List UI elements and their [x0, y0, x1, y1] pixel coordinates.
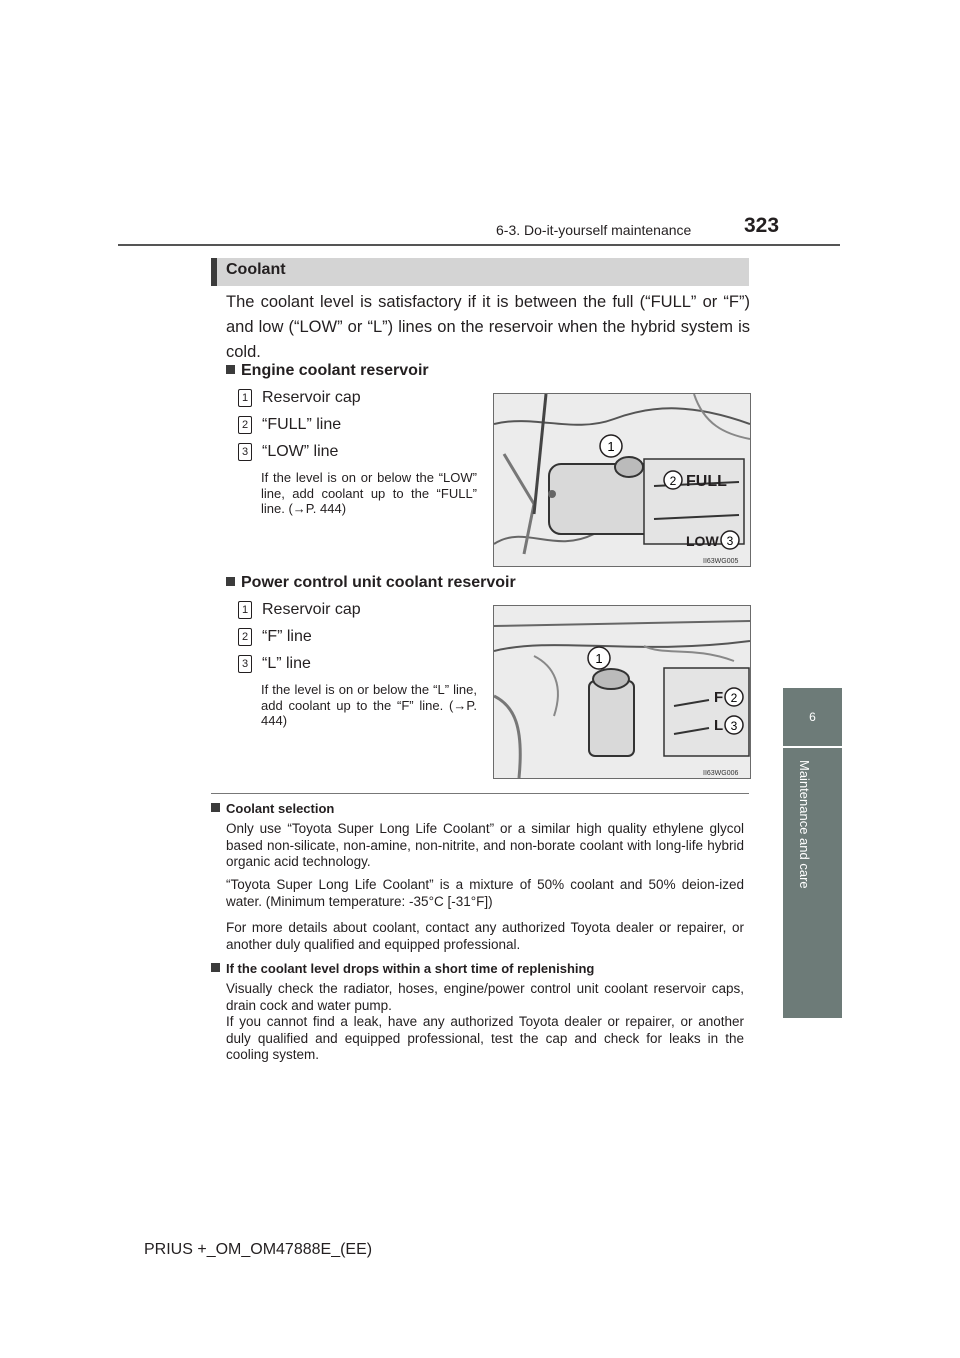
pcu-item-label: “L” line — [262, 655, 311, 672]
pcu-item-2 — [238, 628, 312, 646]
engine-reservoir-illustration — [494, 394, 750, 566]
page-number: 323 — [744, 214, 780, 237]
engine-item-2 — [238, 416, 341, 434]
document-footer: PRIUS +_OM_OM47888E_(EE) — [144, 1241, 373, 1258]
figure-code: II63WG005 — [703, 558, 739, 565]
level-drops-para-1: Visually check the radiator, hoses, engine/power control unit coolant reservoir caps, drain cock and water pump. — [226, 981, 744, 1013]
coolant-selection-para-1: Only use “Toyota Super Long Life Coolant” or a similar high quality ethylene glycol based non-silicate, non-amine, non-nitrite, and non-borate coolant with long-life hybrid organic acid technology. — [226, 821, 744, 869]
coolant-selection-para-3: For more details about coolant, contact any authorized Toyota dealer or repairer, or another duly qualified and equipped professional. — [226, 920, 744, 952]
section-title: Coolant — [226, 261, 286, 278]
callout-number: 3 — [238, 443, 252, 461]
engine-item-3 — [238, 443, 338, 461]
square-bullet-icon — [211, 963, 220, 972]
pcu-item-label: “F” line — [262, 628, 312, 645]
square-bullet-icon — [226, 365, 235, 374]
figure-callout-2: 2 — [730, 691, 738, 705]
chapter-tab-number: 6 — [783, 688, 842, 746]
engine-item-label: “FULL” line — [262, 416, 342, 433]
pcu-reservoir-heading — [226, 574, 516, 592]
figure-code: II63WG006 — [703, 770, 739, 777]
level-drops-heading-text: If the coolant level drops within a short time of replenishing — [226, 961, 595, 976]
level-drops-para-2: If you cannot find a leak, have any authorized Toyota dealer or repairer, or another duly qualified and equipped professional, test the cap and check for leaks in the cooling system. — [226, 1014, 744, 1062]
square-bullet-icon — [211, 803, 220, 812]
engine-reservoir-figure — [493, 393, 751, 567]
engine-reservoir-heading-text: Engine coolant reservoir — [241, 362, 429, 379]
callout-number: 3 — [238, 655, 252, 673]
pcu-reservoir-figure — [493, 605, 751, 779]
figure-callout-3: 3 — [730, 719, 738, 733]
section-title-bar — [211, 258, 749, 286]
full-mark-text: FULL — [686, 473, 727, 490]
figure-callout-2: 2 — [669, 474, 677, 488]
intro-paragraph: The coolant level is satisfactory if it is between the full (“FULL” or “F”) and low (“LOW” or “L”) lines on the reservoir when the hybrid system is cold. — [226, 293, 750, 361]
pcu-item-label: Reservoir cap — [262, 601, 361, 618]
low-mark-text: LOW — [686, 533, 719, 549]
engine-item-label: “LOW” line — [262, 443, 339, 460]
notes-divider — [211, 793, 749, 794]
level-drops-heading — [211, 961, 594, 976]
header-divider — [118, 244, 840, 246]
f-mark-text: F — [714, 689, 724, 706]
pcu-reservoir-heading-text: Power control unit coolant reservoir — [241, 574, 516, 591]
coolant-selection-para-2: “Toyota Super Long Life Coolant” is a mixture of 50% coolant and 50% deion-ized water. (Minimum temperature: -35°C [-31°F]) — [226, 877, 744, 909]
engine-item-label: Reservoir cap — [262, 389, 361, 406]
coolant-selection-heading-text: Coolant selection — [226, 801, 335, 816]
pcu-note: If the level is on or below the “L” line, add coolant up to the “F” line. (→P. 444) — [261, 682, 477, 728]
callout-number: 1 — [238, 389, 252, 407]
coolant-selection-heading — [211, 801, 334, 816]
engine-note: If the level is on or below the “LOW” line, add coolant up to the “FULL” line. (→P. 444) — [261, 470, 477, 516]
section-header: 6-3. Do-it-yourself maintenance — [496, 222, 692, 238]
figure-callout-1: 1 — [607, 439, 615, 454]
section-title-accent — [211, 258, 217, 286]
pcu-reservoir-illustration — [494, 606, 750, 778]
square-bullet-icon — [226, 577, 235, 586]
callout-number: 2 — [238, 416, 252, 434]
callout-number: 1 — [238, 601, 252, 619]
engine-reservoir-heading — [226, 362, 429, 380]
pcu-item-1 — [238, 601, 361, 619]
chapter-tab-label: Maintenance and care — [797, 760, 812, 889]
pcu-item-3 — [238, 655, 311, 673]
figure-callout-3: 3 — [726, 534, 734, 548]
l-mark-text: L — [714, 717, 724, 734]
chapter-tab — [783, 748, 842, 1018]
figure-callout-1: 1 — [595, 651, 603, 666]
callout-number: 2 — [238, 628, 252, 646]
engine-item-1 — [238, 389, 361, 407]
